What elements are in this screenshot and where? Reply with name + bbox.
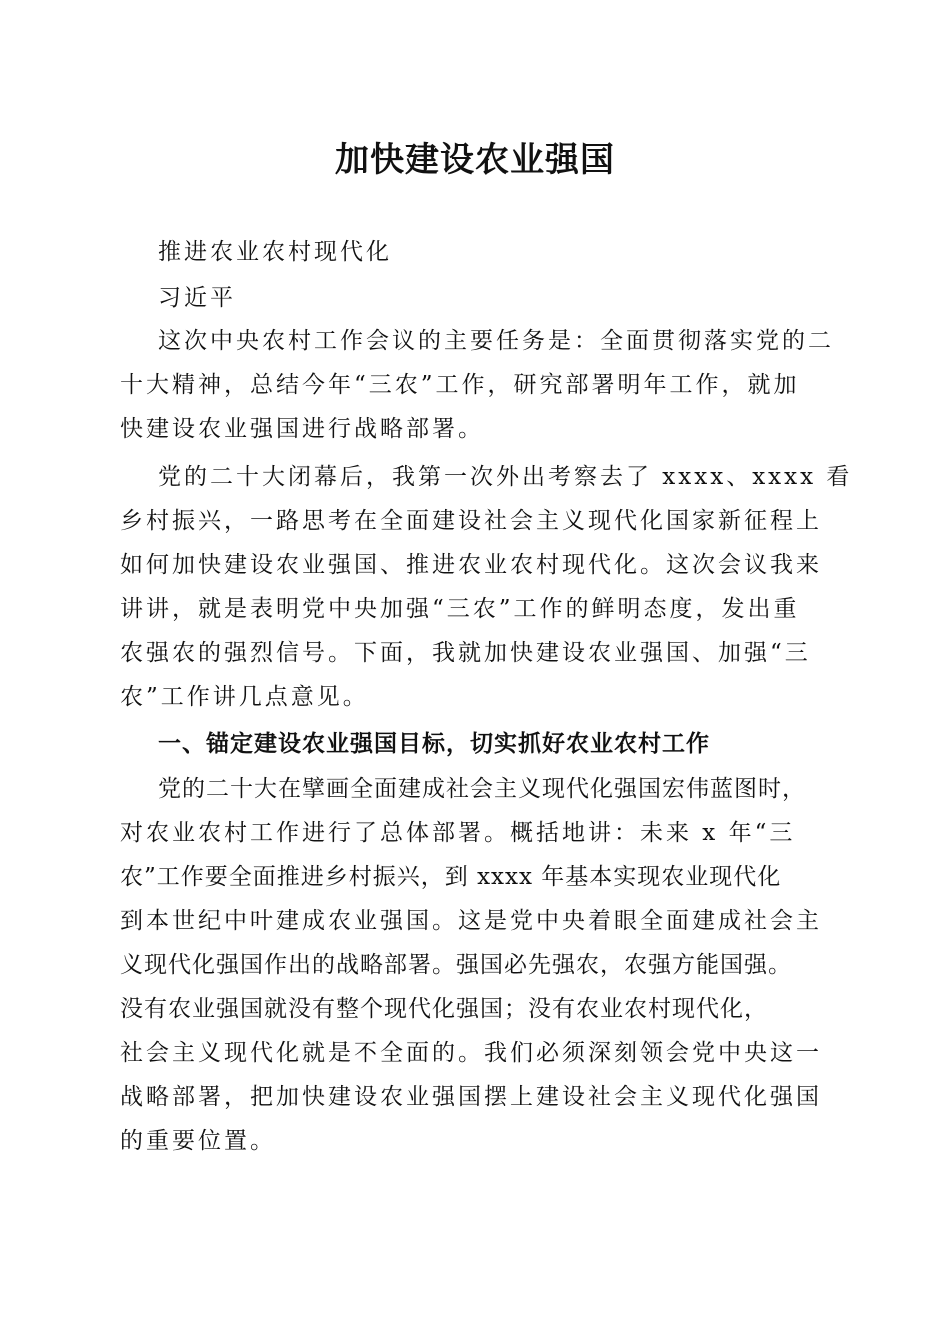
paragraph-3-line-1: 党的二十大在擘画全面建成社会主义现代化强国宏伟蓝图时，	[158, 776, 806, 802]
paragraph-1-line-2: 十大精神，总结今年“三农”工作，研究部署明年工作，就加	[120, 372, 800, 398]
paragraph-2-line-4: 讲讲，就是表明党中央加强“三农”工作的鲜明态度，发出重	[120, 596, 800, 622]
paragraph-2-line-3: 如何加快建设农业强国、推进农业农村现代化。这次会议我来	[120, 552, 822, 578]
document-author: 习近平	[158, 285, 236, 311]
paragraph-3-line-4: 到本世纪中叶建成农业强国。这是党中央着眼全面建成社会主	[120, 908, 822, 934]
paragraph-1-line-3: 快建设农业强国进行战略部署。	[120, 416, 484, 442]
section-heading-1: 一、锚定建设农业强国目标，切实抓好农业农村工作	[158, 731, 710, 757]
paragraph-1-line-1: 这次中央农村工作会议的主要任务是：全面贯彻落实党的二	[158, 328, 834, 354]
document-subtitle: 推进农业农村现代化	[158, 239, 392, 265]
paragraph-3-line-2: 对农业农村工作进行了总体部署。概括地讲：未来 x 年“三	[120, 820, 796, 846]
paragraph-3-line-6: 没有农业强国就没有整个现代化强国；没有农业农村现代化，	[120, 996, 768, 1022]
paragraph-3-line-3: 农”工作要全面推进乡村振兴，到 xxxx 年基本实现农业现代化	[120, 864, 782, 890]
paragraph-2-line-2: 乡村振兴，一路思考在全面建设社会主义现代化国家新征程上	[120, 508, 822, 534]
paragraph-3-line-9: 的重要位置。	[120, 1128, 276, 1154]
paragraph-3-line-7: 社会主义现代化就是不全面的。我们必须深刻领会党中央这一	[120, 1040, 822, 1066]
document-title: 加快建设农业强国	[335, 140, 615, 180]
paragraph-3-line-8: 战略部署，把加快建设农业强国摆上建设社会主义现代化强国	[120, 1084, 822, 1110]
paragraph-2-line-5: 农强农的强烈信号。下面，我就加快建设农业强国、加强“三	[120, 640, 811, 666]
paragraph-3-line-5: 义现代化强国作出的战略部署。强国必先强农，农强方能国强。	[120, 952, 792, 978]
paragraph-2-line-1: 党的二十大闭幕后，我第一次外出考察去了 xxxx、xxxx 看	[158, 464, 853, 490]
paragraph-2-line-6: 农”工作讲几点意见。	[120, 684, 369, 710]
